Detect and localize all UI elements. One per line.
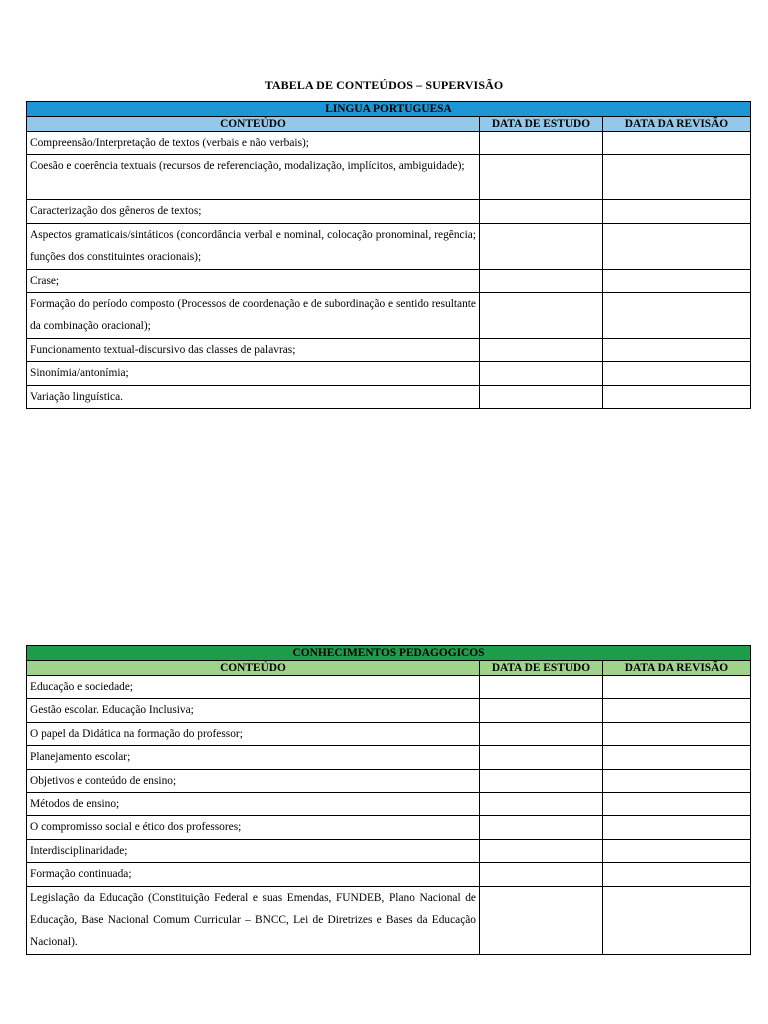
review-date-cell[interactable] (603, 793, 751, 816)
study-date-cell[interactable] (480, 769, 603, 792)
section-title: LINGUA PORTUGUESA (27, 102, 751, 117)
content-cell: Legislação da Educação (Constituição Federal e suas Emendas, FUNDEB, Plano Nacional de Educação, Base Nacional Comum Curricular – BNCC, Lei de Diretrizes e Bases da Educação Nacional). (27, 886, 480, 954)
table-row (27, 200, 751, 223)
review-date-cell[interactable] (603, 816, 751, 839)
section-header-row (27, 646, 751, 661)
table-row (27, 132, 751, 155)
study-date-cell[interactable] (480, 293, 603, 339)
study-date-cell[interactable] (480, 886, 603, 954)
content-cell: O compromisso social e ético dos professores; (27, 816, 480, 839)
study-date-cell[interactable] (480, 385, 603, 408)
header-data-estudo: DATA DE ESTUDO (480, 661, 603, 676)
header-data-revisao: DATA DA REVISÃO (603, 661, 751, 676)
study-date-cell[interactable] (480, 746, 603, 769)
study-date-cell[interactable] (480, 269, 603, 292)
content-cell: Aspectos gramaticais/sintáticos (concordância verbal e nominal, colocação pronominal, regência; funções dos constituintes oracionais); (27, 223, 480, 269)
study-date-cell[interactable] (480, 863, 603, 886)
content-cell: Métodos de ensino; (27, 793, 480, 816)
review-date-cell[interactable] (603, 200, 751, 223)
review-date-cell[interactable] (603, 293, 751, 339)
table-row (27, 746, 751, 769)
study-date-cell[interactable] (480, 155, 603, 200)
table-lingua-portuguesa (26, 101, 751, 409)
review-date-cell[interactable] (603, 886, 751, 954)
table-row (27, 293, 751, 339)
section-title: CONHECIMENTOS PEDAGOGICOS (27, 646, 751, 661)
content-cell: Formação do período composto (Processos de coordenação e de subordinação e sentido resultante da combinação oracional); (27, 293, 480, 339)
table-row (27, 362, 751, 385)
content-cell: Planejamento escolar; (27, 746, 480, 769)
review-date-cell[interactable] (603, 385, 751, 408)
review-date-cell[interactable] (603, 338, 751, 361)
table-row (27, 223, 751, 269)
table-row (27, 769, 751, 792)
review-date-cell[interactable] (603, 269, 751, 292)
study-date-cell[interactable] (480, 132, 603, 155)
table-row (27, 385, 751, 408)
review-date-cell[interactable] (603, 699, 751, 722)
content-cell: Interdisciplinaridade; (27, 839, 480, 862)
review-date-cell[interactable] (603, 839, 751, 862)
review-date-cell[interactable] (603, 132, 751, 155)
content-cell: Objetivos e conteúdo de ensino; (27, 769, 480, 792)
content-cell: Crase; (27, 269, 480, 292)
content-cell: Sinonímia/antonímia; (27, 362, 480, 385)
review-date-cell[interactable] (603, 155, 751, 200)
table-row (27, 269, 751, 292)
table-conhecimentos-pedagogicos (26, 645, 751, 955)
review-date-cell[interactable] (603, 722, 751, 745)
review-date-cell[interactable] (603, 223, 751, 269)
table-row (27, 338, 751, 361)
content-cell: Funcionamento textual-discursivo das classes de palavras; (27, 338, 480, 361)
table-row (27, 816, 751, 839)
table-row (27, 793, 751, 816)
table-row (27, 839, 751, 862)
table-row (27, 155, 751, 200)
study-date-cell[interactable] (480, 362, 603, 385)
header-data-estudo: DATA DE ESTUDO (480, 117, 603, 132)
study-date-cell[interactable] (480, 676, 603, 699)
content-cell: Caracterização dos gêneros de textos; (27, 200, 480, 223)
review-date-cell[interactable] (603, 863, 751, 886)
study-date-cell[interactable] (480, 699, 603, 722)
table-row (27, 863, 751, 886)
review-date-cell[interactable] (603, 362, 751, 385)
study-date-cell[interactable] (480, 793, 603, 816)
table-row (27, 699, 751, 722)
review-date-cell[interactable] (603, 769, 751, 792)
page-title: TABELA DE CONTEÚDOS – SUPERVISÃO (264, 78, 504, 92)
content-cell: Formação continuada; (27, 863, 480, 886)
review-date-cell[interactable] (603, 676, 751, 699)
section-header-row (27, 102, 751, 117)
study-date-cell[interactable] (480, 200, 603, 223)
study-date-cell[interactable] (480, 816, 603, 839)
content-cell: Coesão e coerência textuais (recursos de referenciação, modalização, implícitos, ambiguidade); (27, 155, 480, 200)
content-cell: O papel da Didática na formação do professor; (27, 722, 480, 745)
study-date-cell[interactable] (480, 338, 603, 361)
review-date-cell[interactable] (603, 746, 751, 769)
study-date-cell[interactable] (480, 722, 603, 745)
content-cell: Educação e sociedade; (27, 676, 480, 699)
header-conteudo: CONTEÚDO (27, 117, 480, 132)
column-header-row (27, 661, 751, 676)
table-row (27, 676, 751, 699)
study-date-cell[interactable] (480, 223, 603, 269)
header-conteudo: CONTEÚDO (27, 661, 480, 676)
header-data-revisao: DATA DA REVISÃO (603, 117, 751, 132)
column-header-row (27, 117, 751, 132)
table-row (27, 722, 751, 745)
content-cell: Compreensão/Interpretação de textos (verbais e não verbais); (27, 132, 480, 155)
content-cell: Gestão escolar. Educação Inclusiva; (27, 699, 480, 722)
study-date-cell[interactable] (480, 839, 603, 862)
table-row (27, 886, 751, 954)
content-cell: Variação linguística. (27, 385, 480, 408)
